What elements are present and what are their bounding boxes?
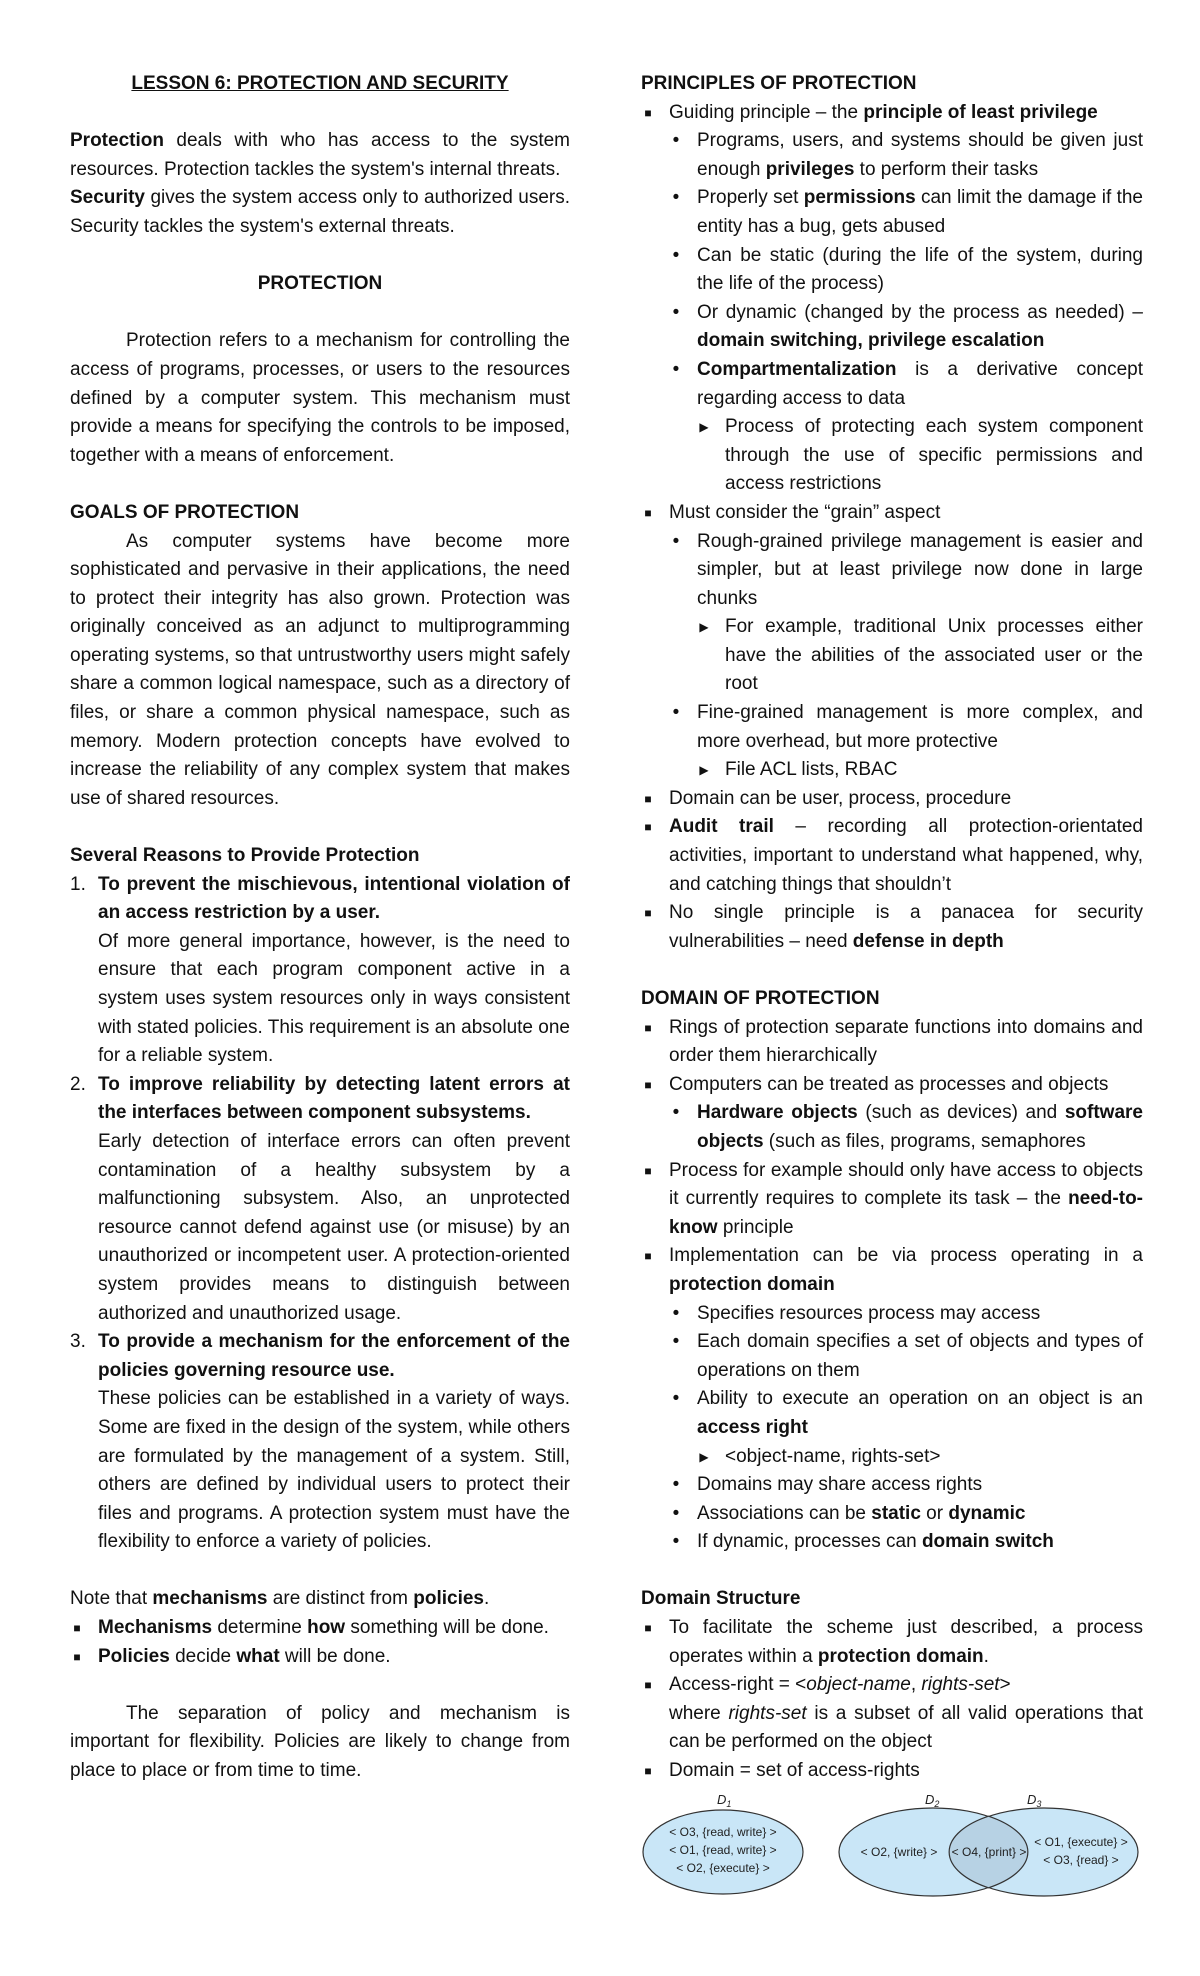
list-item: ▶ For example, traditional Unix processes either have the abilities of the associated user or the root <box>641 613 1143 699</box>
list-item: ■ Audit trail – recording all protection-orientated activities, important to understand what happened, why, and catching things that shouldn’t <box>644 816 1143 895</box>
list-item: ■ Access-right = <object-name, rights-set> where rights-set is a subset of all valid operations that can be performed on the object <box>644 1674 1144 1753</box>
separation-paragraph: The separation of policy and mechanism is important for flexibility. Policies are likely to change from place to place or from time to time. <box>70 1702 570 1782</box>
right-column <box>641 70 1143 1786</box>
arrow-right-icon: ▶ <box>699 620 709 635</box>
structure-list <box>641 1614 1143 1786</box>
lesson-title: LESSON 6: PROTECTION AND SECURITY <box>131 73 509 94</box>
list-item: • Compartmentalization is a derivative concept regarding access to data <box>672 358 1143 409</box>
reason-item: 1. To prevent the mischievous, intentional violation of an access restriction by a user. Of more general importance, however, is the need to ensure that each program component active in a system uses system resources only in ways consistent with stated policies. This requirement is an absolute one for a reliable system. <box>70 873 570 1067</box>
goals-heading: GOALS OF PROTECTION <box>70 501 300 523</box>
d2-label: $D_2$ <box>925 1792 940 1809</box>
d3-label: $D_3$ <box>1027 1792 1042 1809</box>
arrow-right-icon: ▶ <box>699 420 709 435</box>
reasons-list <box>70 871 570 1557</box>
shared-entry: < O4, {print} > <box>951 1845 1027 1859</box>
d2-entry: < O2, {write} > <box>860 1845 938 1859</box>
arrow-right-icon: ▶ <box>699 763 709 778</box>
d1-entry: < O1, {read, write} > <box>669 1843 777 1857</box>
list-item: • Hardware objects (such as devices) and software objects (such as files, programs, semaphores <box>672 1102 1143 1152</box>
d1-label: $D_1$ <box>717 1792 732 1809</box>
list-item: ■ Computers can be treated as processes and objects <box>644 1073 1109 1095</box>
intro-protection: Protection deals with who has access to the system resources. Protection tackles the system's internal threats. <box>70 130 570 180</box>
list-item: ▶ <object-name, rights-set> <box>641 1443 1143 1472</box>
left-column <box>70 70 570 1786</box>
protection-heading: PROTECTION <box>257 273 383 295</box>
list-item: ■ Mechanisms determine how something will be done. <box>73 1617 549 1639</box>
intro-security: Security gives the system access only to authorized users. Security tackles the system's external threats. <box>70 187 570 237</box>
domain-heading: DOMAIN OF PROTECTION <box>641 988 880 1009</box>
domain-diagram <box>641 1790 1146 1900</box>
list-item: ■ Policies decide what will be done. <box>73 1645 391 1667</box>
reasons-heading: Several Reasons to Provide Protection <box>70 845 420 867</box>
domain-list <box>641 1014 1143 1557</box>
list-item: • Ability to execute an operation on an object is an access right <box>672 1388 1143 1438</box>
goals-paragraph: As computer systems have become more sophisticated and pervasive in their applications, the need to protect their integrity has also grown. Protection was originally conceived as an adjunct to multiprogramming operating systems, so that untrustworthy users might safely share a common logical namespace, such as a directory of files, or share a common physical namespace, such as memory. Modern protection concepts have evolved to increase the reliability of any complex system that makes use of shared resources. <box>70 530 570 809</box>
list-item: • Specifies resources process may access <box>672 1302 1041 1324</box>
principles-heading: PRINCIPLES OF PROTECTION <box>641 73 917 94</box>
d1-entry: < O3, {read, write} > <box>669 1825 777 1839</box>
d3-entry: < O1, {execute} > <box>1034 1835 1128 1849</box>
list-item: ■ To facilitate the scheme just described, a process operates within a protection domain. <box>644 1617 1143 1667</box>
d3-entry: < O3, {read} > <box>1043 1853 1119 1867</box>
reason-item: 2. To improve reliability by detecting latent errors at the interfaces between component subsystems. Early detection of interface errors can often prevent contamination of a healthy subsystem by a malfunctioning subsystem. Also, an unprotected resource cannot defend against use (or misuse) by an unauthorized or incompetent user. A protection-oriented system provides means to distinguish between authorized and unauthorized usage. <box>70 1073 570 1324</box>
list-item: ■ Domain can be user, process, procedure <box>644 787 1012 809</box>
list-item: • Fine-grained management is more complex, and more overhead, but more protective <box>672 702 1143 752</box>
list-item: ▶ File ACL lists, RBAC <box>641 756 1143 785</box>
list-item: ■ No single principle is a panacea for security vulnerabilities – need defense in depth <box>644 902 1143 952</box>
structure-heading: Domain Structure <box>641 1588 801 1610</box>
list-item: • Domains may share access rights <box>672 1474 983 1496</box>
list-item: • Each domain specifies a set of objects and types of operations on them <box>672 1331 1143 1381</box>
list-item: ■ Guiding principle – the principle of least privilege <box>644 101 1098 123</box>
list-item: ■ Process for example should only have access to objects it currently requires to complete its task – the need-to-know principle <box>644 1159 1143 1238</box>
principles-list <box>641 99 1143 957</box>
reason-item: 3. To provide a mechanism for the enforcement of the policies governing resource use. These policies can be established in a variety of ways. Some are fixed in the design of the system, while others are formulated by the management of a system. Still, others are defined by individual users to protect their files and programs. A protection system must have the flexibility to enforce a variety of policies. <box>70 1331 570 1553</box>
list-item: ■ Domain = set of access-rights <box>644 1760 920 1782</box>
list-item: ■ Rings of protection separate functions into domains and order them hierarchically <box>644 1016 1143 1067</box>
mech-policy-list <box>70 1614 570 1671</box>
list-item: • Can be static (during the life of the system, during the life of the process) <box>672 244 1143 295</box>
mechanism-note: Note that mechanisms are distinct from policies. <box>70 1588 490 1610</box>
list-item: ▶ Process of protecting each system component through the use of specific permissions and access restrictions <box>641 413 1143 499</box>
arrow-right-icon: ▶ <box>699 1449 709 1464</box>
list-item: • Programs, users, and systems should be given just enough privileges to perform their tasks <box>672 130 1143 180</box>
list-item: ■ Implementation can be via process operating in a protection domain <box>644 1245 1143 1295</box>
d1-entry: < O2, {execute} > <box>676 1861 770 1875</box>
list-item: • If dynamic, processes can domain switch <box>672 1531 1054 1553</box>
list-item: • Associations can be static or dynamic <box>672 1502 1026 1524</box>
list-item: • Properly set permissions can limit the damage if the entity has a bug, gets abused <box>672 187 1143 237</box>
list-item: • Or dynamic (changed by the process as needed) – domain switching, privilege escalation <box>672 301 1143 352</box>
protection-paragraph: Protection refers to a mechanism for controlling the access of programs, processes, or users to the resources defined by a computer system. This mechanism must provide a means for specifying the controls to be imposed, together with a means of enforcement. <box>70 330 570 466</box>
list-item: ■ Must consider the “grain” aspect <box>644 501 941 523</box>
list-item: • Rough-grained privilege management is easier and simpler, but at least privilege now done in large chunks <box>672 530 1143 609</box>
